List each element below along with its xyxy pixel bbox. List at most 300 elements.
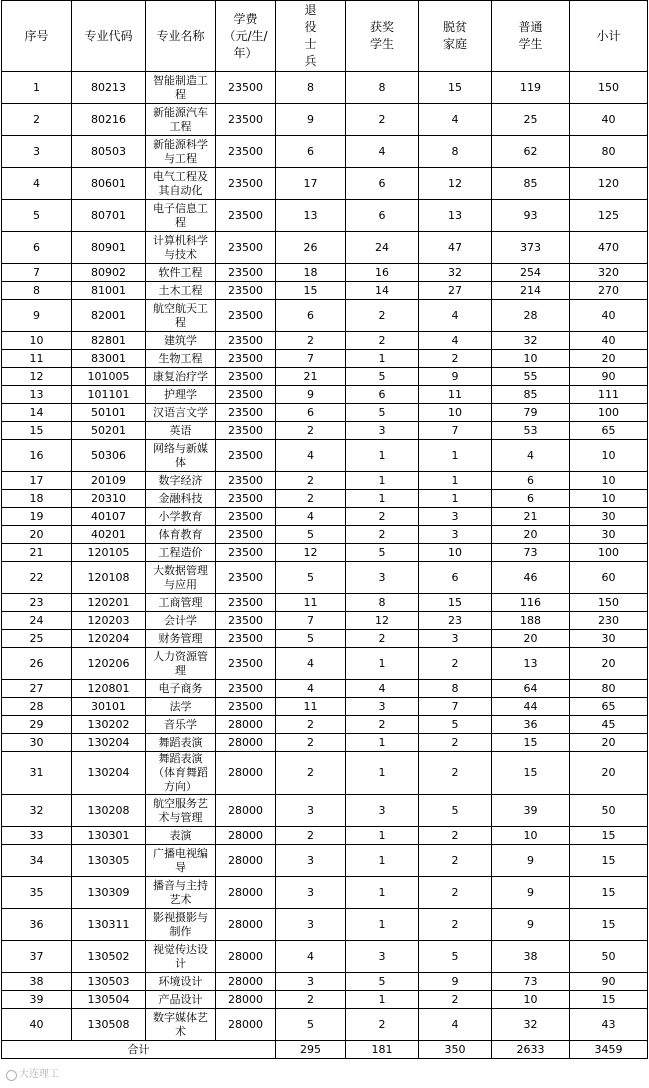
cell-seq: 36 [2,909,72,941]
cell-major-code: 101101 [72,386,146,404]
cell-poverty-families: 13 [419,200,492,232]
cell-subtotal: 120 [570,168,648,200]
cell-tuition: 28000 [216,909,276,941]
cell-seq: 25 [2,630,72,648]
cell-veterans: 2 [276,734,346,752]
cell-subtotal: 65 [570,698,648,716]
cell-regular-students: 119 [492,72,570,104]
cell-major-code: 80503 [72,136,146,168]
cell-veterans: 3 [276,877,346,909]
cell-tuition: 23500 [216,232,276,264]
cell-poverty-families: 4 [419,332,492,350]
cell-seq: 18 [2,490,72,508]
cell-major-code: 120206 [72,648,146,680]
cell-regular-students: 116 [492,594,570,612]
table-row [2,72,648,104]
cell-veterans: 4 [276,508,346,526]
cell-seq: 37 [2,941,72,973]
cell-veterans: 3 [276,845,346,877]
cell-award-students: 1 [346,827,419,845]
cell-major-code: 50306 [72,440,146,472]
table-row [2,612,648,630]
admission-plan-table [1,0,648,1059]
cell-subtotal: 90 [570,368,648,386]
cell-poverty-families: 10 [419,404,492,422]
cell-seq: 40 [2,1009,72,1041]
cell-award-students: 1 [346,490,419,508]
cell-award-students: 8 [346,594,419,612]
cell-tuition: 23500 [216,562,276,594]
cell-veterans: 6 [276,136,346,168]
cell-major-name: 智能制造工程 [146,72,216,104]
cell-seq: 21 [2,544,72,562]
cell-tuition: 28000 [216,752,276,795]
cell-award-students: 4 [346,680,419,698]
cell-regular-students: 79 [492,404,570,422]
cell-poverty-families: 11 [419,386,492,404]
cell-subtotal: 43 [570,1009,648,1041]
cell-major-code: 130508 [72,1009,146,1041]
cell-award-students: 14 [346,282,419,300]
cell-regular-students: 9 [492,877,570,909]
table-row [2,752,648,795]
cell-seq: 34 [2,845,72,877]
cell-award-students: 2 [346,716,419,734]
cell-major-code: 80601 [72,168,146,200]
cell-poverty-families: 2 [419,752,492,795]
cell-tuition: 23500 [216,440,276,472]
header-regular-students: 普通学生 [492,1,570,72]
cell-poverty-families: 2 [419,877,492,909]
cell-seq: 17 [2,472,72,490]
cell-major-name: 工商管理 [146,594,216,612]
cell-award-students: 24 [346,232,419,264]
cell-major-code: 50101 [72,404,146,422]
cell-veterans: 12 [276,544,346,562]
cell-regular-students: 9 [492,909,570,941]
cell-tuition: 23500 [216,648,276,680]
cell-poverty-families: 47 [419,232,492,264]
cell-major-code: 130301 [72,827,146,845]
cell-major-code: 82801 [72,332,146,350]
cell-subtotal: 15 [570,877,648,909]
cell-poverty-families: 2 [419,909,492,941]
cell-regular-students: 46 [492,562,570,594]
cell-major-name: 视觉传达设计 [146,941,216,973]
cell-major-code: 80216 [72,104,146,136]
cell-regular-students: 32 [492,1009,570,1041]
cell-award-students: 1 [346,350,419,368]
cell-seq: 31 [2,752,72,795]
cell-regular-students: 188 [492,612,570,630]
cell-veterans: 7 [276,612,346,630]
cell-regular-students: 10 [492,827,570,845]
cell-award-students: 2 [346,332,419,350]
cell-major-name: 航空航天工程 [146,300,216,332]
cell-veterans: 3 [276,909,346,941]
table-row [2,440,648,472]
cell-seq: 30 [2,734,72,752]
cell-veterans: 2 [276,716,346,734]
cell-poverty-families: 5 [419,941,492,973]
table-row [2,508,648,526]
cell-regular-students: 6 [492,490,570,508]
header-veterans: 退役士兵 [276,1,346,72]
cell-veterans: 6 [276,300,346,332]
table-row [2,648,648,680]
cell-subtotal: 65 [570,422,648,440]
cell-veterans: 6 [276,404,346,422]
table-row [2,264,648,282]
cell-tuition: 23500 [216,404,276,422]
cell-seq: 20 [2,526,72,544]
table-row [2,386,648,404]
header-tuition: 学费（元/生/年） [216,1,276,72]
cell-veterans: 4 [276,680,346,698]
cell-major-name: 影视摄影与制作 [146,909,216,941]
cell-tuition: 23500 [216,200,276,232]
cell-tuition: 23500 [216,472,276,490]
cell-poverty-families: 7 [419,422,492,440]
cell-award-students: 16 [346,264,419,282]
header-award-students: 获奖学生 [346,1,419,72]
cell-regular-students: 10 [492,991,570,1009]
cell-regular-students: 10 [492,350,570,368]
cell-subtotal: 20 [570,350,648,368]
cell-award-students: 3 [346,941,419,973]
cell-veterans: 26 [276,232,346,264]
cell-award-students: 1 [346,472,419,490]
cell-veterans: 4 [276,648,346,680]
cell-regular-students: 4 [492,440,570,472]
cell-major-name: 会计学 [146,612,216,630]
cell-major-name: 大数据管理与应用 [146,562,216,594]
cell-subtotal: 320 [570,264,648,282]
cell-veterans: 2 [276,332,346,350]
cell-poverty-families: 23 [419,612,492,630]
cell-major-name: 表演 [146,827,216,845]
cell-veterans: 2 [276,991,346,1009]
cell-major-name: 环境设计 [146,973,216,991]
header-seq: 序号 [2,1,72,72]
cell-major-name: 体育教育 [146,526,216,544]
cell-tuition: 23500 [216,386,276,404]
cell-subtotal: 10 [570,490,648,508]
cell-tuition: 23500 [216,72,276,104]
cell-regular-students: 32 [492,332,570,350]
table-row [2,168,648,200]
cell-poverty-families: 3 [419,630,492,648]
cell-regular-students: 85 [492,168,570,200]
cell-major-code: 120801 [72,680,146,698]
cell-veterans: 5 [276,562,346,594]
cell-major-name: 工程造价 [146,544,216,562]
cell-major-code: 101005 [72,368,146,386]
cell-major-code: 83001 [72,350,146,368]
cell-award-students: 1 [346,648,419,680]
cell-veterans: 11 [276,698,346,716]
cell-subtotal: 150 [570,594,648,612]
cell-tuition: 23500 [216,680,276,698]
header-poverty-families: 脱贫家庭 [419,1,492,72]
table-row [2,680,648,698]
page [1,0,647,1059]
cell-subtotal: 40 [570,104,648,136]
cell-regular-students: 373 [492,232,570,264]
cell-seq: 13 [2,386,72,404]
cell-regular-students: 85 [492,386,570,404]
cell-regular-students: 64 [492,680,570,698]
cell-subtotal: 100 [570,404,648,422]
cell-major-code: 130204 [72,734,146,752]
cell-major-code: 80213 [72,72,146,104]
cell-major-code: 130309 [72,877,146,909]
cell-poverty-families: 12 [419,168,492,200]
cell-seq: 4 [2,168,72,200]
cell-major-name: 音乐学 [146,716,216,734]
cell-veterans: 8 [276,72,346,104]
header-row [2,1,648,72]
table-row [2,526,648,544]
cell-award-students: 5 [346,404,419,422]
cell-seq: 38 [2,973,72,991]
cell-poverty-families: 8 [419,680,492,698]
cell-award-students: 2 [346,300,419,332]
cell-poverty-families: 2 [419,648,492,680]
cell-regular-students: 73 [492,544,570,562]
cell-regular-students: 93 [492,200,570,232]
cell-major-code: 30101 [72,698,146,716]
cell-poverty-families: 4 [419,1009,492,1041]
cell-poverty-families: 2 [419,845,492,877]
cell-major-name: 数字媒体艺术 [146,1009,216,1041]
cell-major-name: 英语 [146,422,216,440]
cell-subtotal: 50 [570,941,648,973]
cell-seq: 19 [2,508,72,526]
cell-tuition: 23500 [216,594,276,612]
cell-seq: 26 [2,648,72,680]
cell-tuition: 23500 [216,136,276,168]
cell-seq: 1 [2,72,72,104]
cell-major-name: 舞蹈表演 [146,734,216,752]
cell-subtotal: 111 [570,386,648,404]
table-row [2,795,648,827]
cell-seq: 22 [2,562,72,594]
cell-tuition: 23500 [216,332,276,350]
cell-award-students: 3 [346,422,419,440]
cell-major-name: 人力资源管理 [146,648,216,680]
cell-major-code: 120108 [72,562,146,594]
cell-poverty-families: 3 [419,508,492,526]
cell-tuition: 28000 [216,941,276,973]
cell-poverty-families: 9 [419,368,492,386]
cell-subtotal: 230 [570,612,648,630]
cell-seq: 23 [2,594,72,612]
cell-subtotal: 30 [570,508,648,526]
cell-regular-students: 254 [492,264,570,282]
cell-major-name: 生物工程 [146,350,216,368]
cell-seq: 9 [2,300,72,332]
cell-seq: 6 [2,232,72,264]
cell-seq: 3 [2,136,72,168]
cell-major-name: 金融科技 [146,490,216,508]
cell-major-name: 计算机科学与技术 [146,232,216,264]
cell-subtotal: 270 [570,282,648,300]
cell-award-students: 2 [346,508,419,526]
cell-tuition: 23500 [216,300,276,332]
cell-poverty-families: 2 [419,991,492,1009]
cell-subtotal: 80 [570,136,648,168]
cell-seq: 33 [2,827,72,845]
cell-award-students: 8 [346,72,419,104]
cell-veterans: 4 [276,941,346,973]
header-subtotal: 小计 [570,1,648,72]
table-row [2,734,648,752]
cell-major-code: 81001 [72,282,146,300]
cell-veterans: 2 [276,490,346,508]
cell-tuition: 23500 [216,698,276,716]
cell-seq: 5 [2,200,72,232]
cell-tuition: 23500 [216,508,276,526]
table-row [2,232,648,264]
cell-poverty-families: 5 [419,795,492,827]
cell-award-students: 5 [346,368,419,386]
cell-poverty-families: 8 [419,136,492,168]
cell-seq: 39 [2,991,72,1009]
cell-award-students: 2 [346,1009,419,1041]
cell-regular-students: 53 [492,422,570,440]
cell-major-code: 120204 [72,630,146,648]
cell-tuition: 23500 [216,368,276,386]
header-major-code: 专业代码 [72,1,146,72]
cell-tuition: 23500 [216,264,276,282]
total-row [2,1041,648,1059]
cell-poverty-families: 1 [419,440,492,472]
table-row [2,332,648,350]
cell-veterans: 2 [276,472,346,490]
cell-tuition: 28000 [216,734,276,752]
cell-regular-students: 15 [492,734,570,752]
cell-subtotal: 60 [570,562,648,594]
cell-regular-students: 28 [492,300,570,332]
cell-subtotal: 20 [570,752,648,795]
cell-regular-students: 73 [492,973,570,991]
cell-major-name: 土木工程 [146,282,216,300]
cell-subtotal: 20 [570,734,648,752]
cell-regular-students: 44 [492,698,570,716]
table-row [2,350,648,368]
cell-major-code: 50201 [72,422,146,440]
cell-regular-students: 25 [492,104,570,136]
cell-subtotal: 45 [570,716,648,734]
table-row [2,909,648,941]
cell-subtotal: 125 [570,200,648,232]
total-award-students: 181 [346,1041,419,1059]
cell-major-name: 法学 [146,698,216,716]
cell-poverty-families: 15 [419,72,492,104]
cell-award-students: 5 [346,973,419,991]
cell-tuition: 23500 [216,104,276,136]
cell-regular-students: 20 [492,526,570,544]
watermark-text: 大连理工 [19,1069,59,1080]
cell-award-students: 2 [346,104,419,136]
cell-major-code: 80701 [72,200,146,232]
cell-award-students: 1 [346,734,419,752]
cell-major-code: 120105 [72,544,146,562]
cell-poverty-families: 2 [419,350,492,368]
cell-major-name: 新能源科学与工程 [146,136,216,168]
cell-major-name: 建筑学 [146,332,216,350]
cell-major-code: 120203 [72,612,146,630]
cell-subtotal: 470 [570,232,648,264]
table-row [2,698,648,716]
cell-major-code: 130204 [72,752,146,795]
cell-subtotal: 15 [570,827,648,845]
table-row [2,544,648,562]
total-veterans: 295 [276,1041,346,1059]
cell-tuition: 28000 [216,1009,276,1041]
cell-major-code: 20109 [72,472,146,490]
cell-award-students: 3 [346,698,419,716]
cell-award-students: 4 [346,136,419,168]
table-row [2,1009,648,1041]
cell-major-code: 80901 [72,232,146,264]
cell-subtotal: 20 [570,648,648,680]
cell-tuition: 28000 [216,973,276,991]
cell-subtotal: 40 [570,332,648,350]
cell-subtotal: 15 [570,909,648,941]
cell-poverty-families: 27 [419,282,492,300]
cell-seq: 24 [2,612,72,630]
cell-award-students: 6 [346,386,419,404]
table-row [2,630,648,648]
cell-award-students: 2 [346,630,419,648]
cell-veterans: 5 [276,526,346,544]
table-row [2,490,648,508]
table-row [2,404,648,422]
cell-veterans: 21 [276,368,346,386]
cell-poverty-families: 1 [419,472,492,490]
cell-major-name: 电气工程及其自动化 [146,168,216,200]
cell-major-name: 数字经济 [146,472,216,490]
cell-poverty-families: 2 [419,734,492,752]
cell-major-name: 护理学 [146,386,216,404]
cell-seq: 12 [2,368,72,386]
cell-major-code: 130504 [72,991,146,1009]
cell-veterans: 9 [276,386,346,404]
cell-award-students: 1 [346,440,419,472]
cell-poverty-families: 10 [419,544,492,562]
cell-veterans: 15 [276,282,346,300]
cell-poverty-families: 15 [419,594,492,612]
cell-major-code: 120201 [72,594,146,612]
cell-poverty-families: 4 [419,104,492,136]
cell-poverty-families: 4 [419,300,492,332]
cell-major-code: 82001 [72,300,146,332]
cell-major-code: 40201 [72,526,146,544]
cell-regular-students: 38 [492,941,570,973]
cell-veterans: 3 [276,973,346,991]
cell-veterans: 11 [276,594,346,612]
cell-seq: 35 [2,877,72,909]
cell-major-name: 汉语言文学 [146,404,216,422]
cell-seq: 27 [2,680,72,698]
cell-major-name: 小学教育 [146,508,216,526]
cell-veterans: 4 [276,440,346,472]
cell-major-name: 航空服务艺术与管理 [146,795,216,827]
table-row [2,594,648,612]
cell-seq: 11 [2,350,72,368]
